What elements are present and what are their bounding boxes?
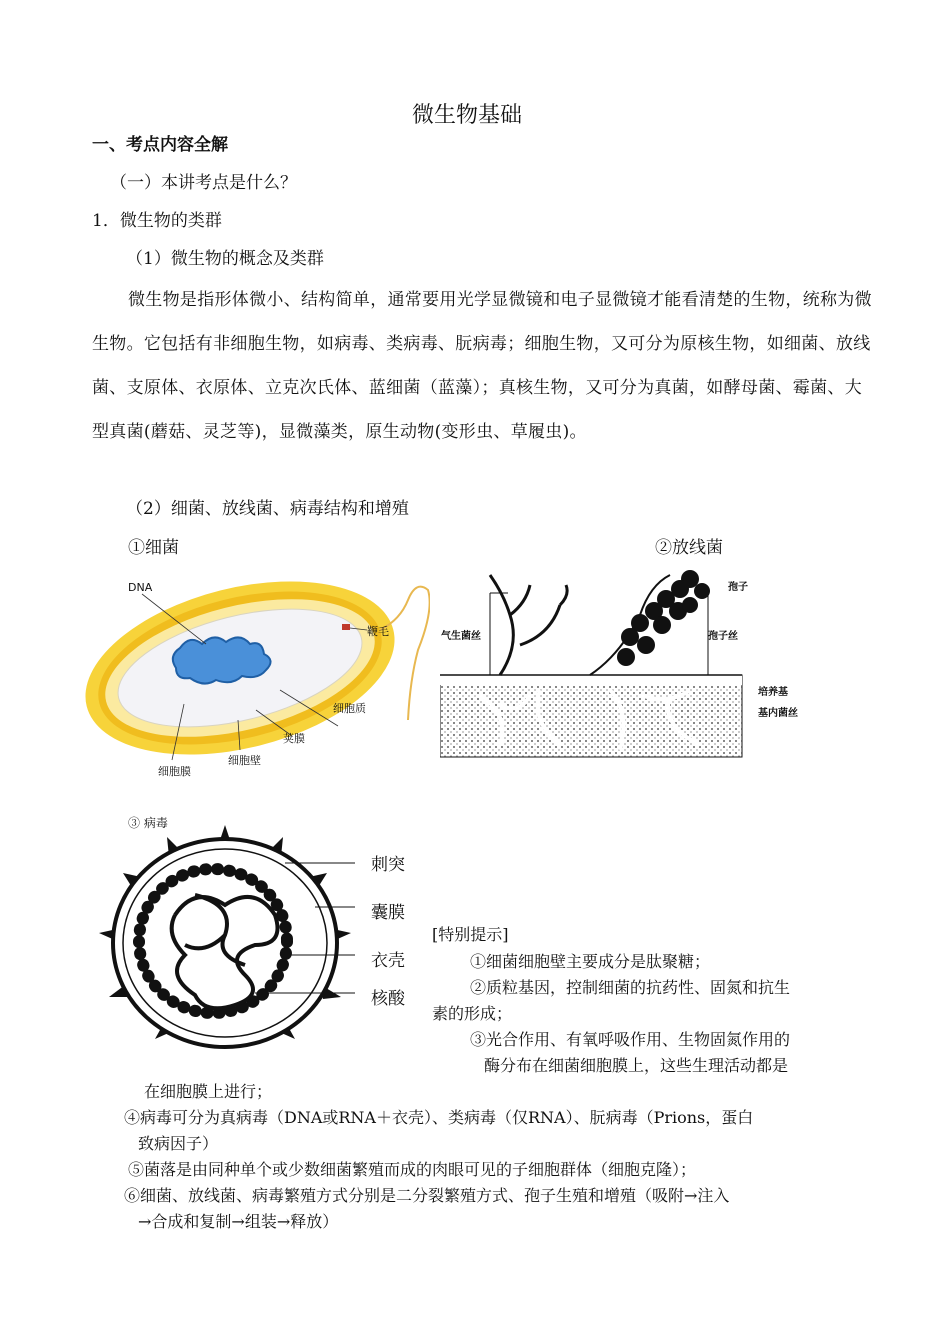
label-capsid: 衣壳 (371, 951, 405, 971)
label-cell-membrane: 细胞膜 (158, 765, 191, 778)
label-nucleic-acid: 核酸 (371, 989, 405, 1009)
body-paragraph: 微生物是指形体微小、结构简单，通常要用光学显微镜和电子显微镜才能看清楚的生物，统称为微生物。它包括有非细胞生物，如病毒、类病毒、朊病毒；细胞生物，又可分为原核生物，如细菌、放线菌、支原体、衣原体、立克次氏体、蓝细菌（蓝藻）；真核生物，又可分为真菌，如酵母菌、霉菌、大型真菌(蘑菇、灵芝等)，显微藻类，原生动物(变形虫、草履虫)。 (92, 290, 872, 442)
tips-heading: [特别提示] (432, 925, 509, 944)
label-substrate-hyphae: 基内菌丝 (758, 708, 798, 719)
tip-3c: 在细胞膜上进行； (144, 1082, 273, 1101)
tip-4b: 致病因子） (138, 1134, 219, 1153)
label-capsule: 荚膜 (283, 732, 305, 745)
label-cytoplasm: 细胞质 (333, 702, 366, 715)
bacteria-caption: ①细菌 (128, 538, 179, 558)
tip-3b: 酶分布在细菌细胞膜上，这些生理活动都是 (484, 1056, 789, 1075)
page-title: 微生物基础 (412, 103, 523, 128)
actino-caption: ②放线菌 (655, 538, 723, 558)
label-dna: DNA (128, 581, 153, 594)
tip-4a: ④病毒可分为真病毒（DNA或RNA＋衣壳）、类病毒（仅RNA）、朊病毒（Prions，蛋白 (124, 1108, 754, 1127)
label-flagellum: 鞭毛 (367, 625, 389, 638)
tip-5: ⑤菌落是由同种单个或少数细菌繁殖而成的肉眼可见的子细胞群体（细胞克隆）； (128, 1160, 697, 1179)
tip-2a: ②质粒基因，控制细菌的抗药性、固氮和抗生 (470, 978, 791, 997)
label-spore: 孢子 (728, 582, 748, 593)
label-aerial-hyphae: 气生菌丝 (441, 631, 481, 642)
label-spike: 刺突 (371, 855, 405, 875)
label-envelope: 囊膜 (371, 903, 405, 923)
label-cell-wall: 细胞壁 (228, 754, 261, 767)
item-heading: 1．微生物的类群 (92, 211, 222, 231)
virus-caption: ③ 病毒 (128, 816, 168, 830)
virus-diagram (95, 825, 355, 1065)
section-heading: 一、考点内容全解 (92, 135, 228, 155)
tip-3a: ③光合作用、有氧呼吸作用、生物固氮作用的 (470, 1030, 791, 1049)
tip-6a: ⑥细菌、放线菌、病毒繁殖方式分别是二分裂繁殖方式、孢子生殖和增殖（吸附→注入 (124, 1186, 730, 1205)
label-medium: 培养基 (758, 687, 788, 698)
item-subheading-2: （2）细菌、放线菌、病毒结构和增殖 (126, 499, 409, 519)
item-subheading: （1）微生物的概念及类群 (126, 249, 324, 269)
tip-2b: 素的形成； (432, 1004, 513, 1023)
tip-1: ①细菌细胞壁主要成分是肽聚糖； (470, 952, 711, 971)
subsection-heading: （一）本讲考点是什么？ (110, 173, 297, 193)
tip-6b: →合成和复制→组装→释放） (138, 1212, 339, 1231)
label-sporophore: 孢子丝 (708, 631, 738, 642)
actinomycete-diagram (440, 565, 760, 760)
